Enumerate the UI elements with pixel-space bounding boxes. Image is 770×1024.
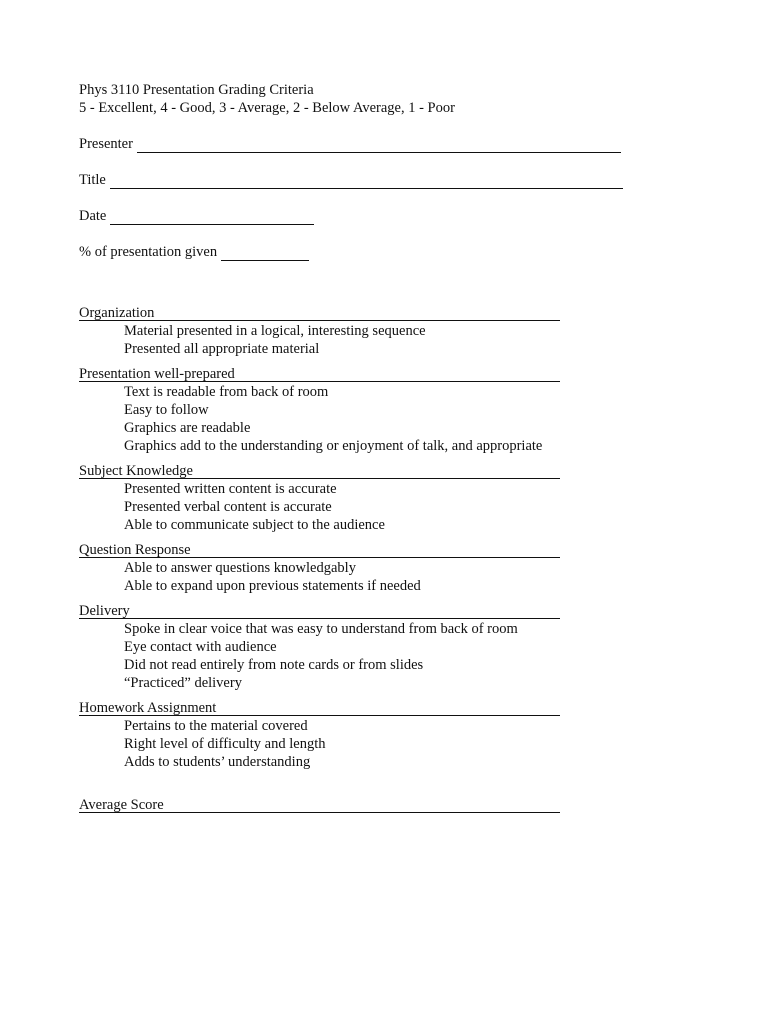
criterion-item: Spoke in clear voice that was easy to understand from back of room: [124, 621, 518, 637]
percent-line[interactable]: [221, 246, 309, 261]
section-heading-organization: Organization: [79, 305, 560, 321]
percent-label: % of presentation given: [79, 244, 218, 260]
section-heading-delivery: Delivery: [79, 603, 560, 619]
section-heading-subject-knowledge: Subject Knowledge: [79, 463, 560, 479]
date-label: Date: [79, 208, 107, 224]
criterion-item: Presented verbal content is accurate: [124, 499, 332, 515]
criterion-item: Graphics add to the understanding or enjoyment of talk, and appropriate: [124, 438, 543, 454]
criterion-item: Able to answer questions knowledgably: [124, 560, 356, 576]
criterion-item: Able to expand upon previous statements if needed: [124, 578, 421, 594]
criterion-item: “Practiced” delivery: [124, 675, 242, 691]
title-line[interactable]: [110, 174, 623, 189]
criterion-item: Material presented in a logical, interesting sequence: [124, 323, 426, 339]
criterion-item: Able to communicate subject to the audience: [124, 517, 385, 533]
criterion-item: Adds to students’ understanding: [124, 754, 311, 770]
criterion-item: Text is readable from back of room: [124, 384, 329, 400]
criterion-item: Eye contact with audience: [124, 639, 277, 655]
criterion-item: Presented all appropriate material: [124, 341, 320, 357]
criterion-item: Easy to follow: [124, 402, 209, 418]
criterion-item: Right level of difficulty and length: [124, 736, 326, 752]
presenter-label: Presenter: [79, 136, 133, 152]
criterion-item: Graphics are readable: [124, 420, 251, 436]
title-field[interactable]: [79, 171, 623, 189]
percent-field[interactable]: [79, 243, 309, 261]
presenter-field[interactable]: [79, 135, 621, 153]
title-label: Title: [79, 172, 106, 188]
date-line[interactable]: [110, 210, 314, 225]
section-heading-homework: Homework Assignment: [79, 700, 560, 716]
criterion-item: Presented written content is accurate: [124, 481, 337, 497]
rating-scale: 5 - Excellent, 4 - Good, 3 - Average, 2 - Below Average, 1 - Poor: [79, 100, 455, 116]
presenter-line[interactable]: [137, 138, 621, 153]
criterion-item: Did not read entirely from note cards or from slides: [124, 657, 424, 673]
form-title: Phys 3110 Presentation Grading Criteria: [79, 82, 314, 98]
section-heading-question-response: Question Response: [79, 542, 560, 558]
section-heading-presentation: Presentation well-prepared: [79, 366, 560, 382]
date-field[interactable]: [79, 207, 314, 225]
average-score-field[interactable]: Average Score: [79, 797, 560, 813]
criterion-item: Pertains to the material covered: [124, 718, 308, 734]
